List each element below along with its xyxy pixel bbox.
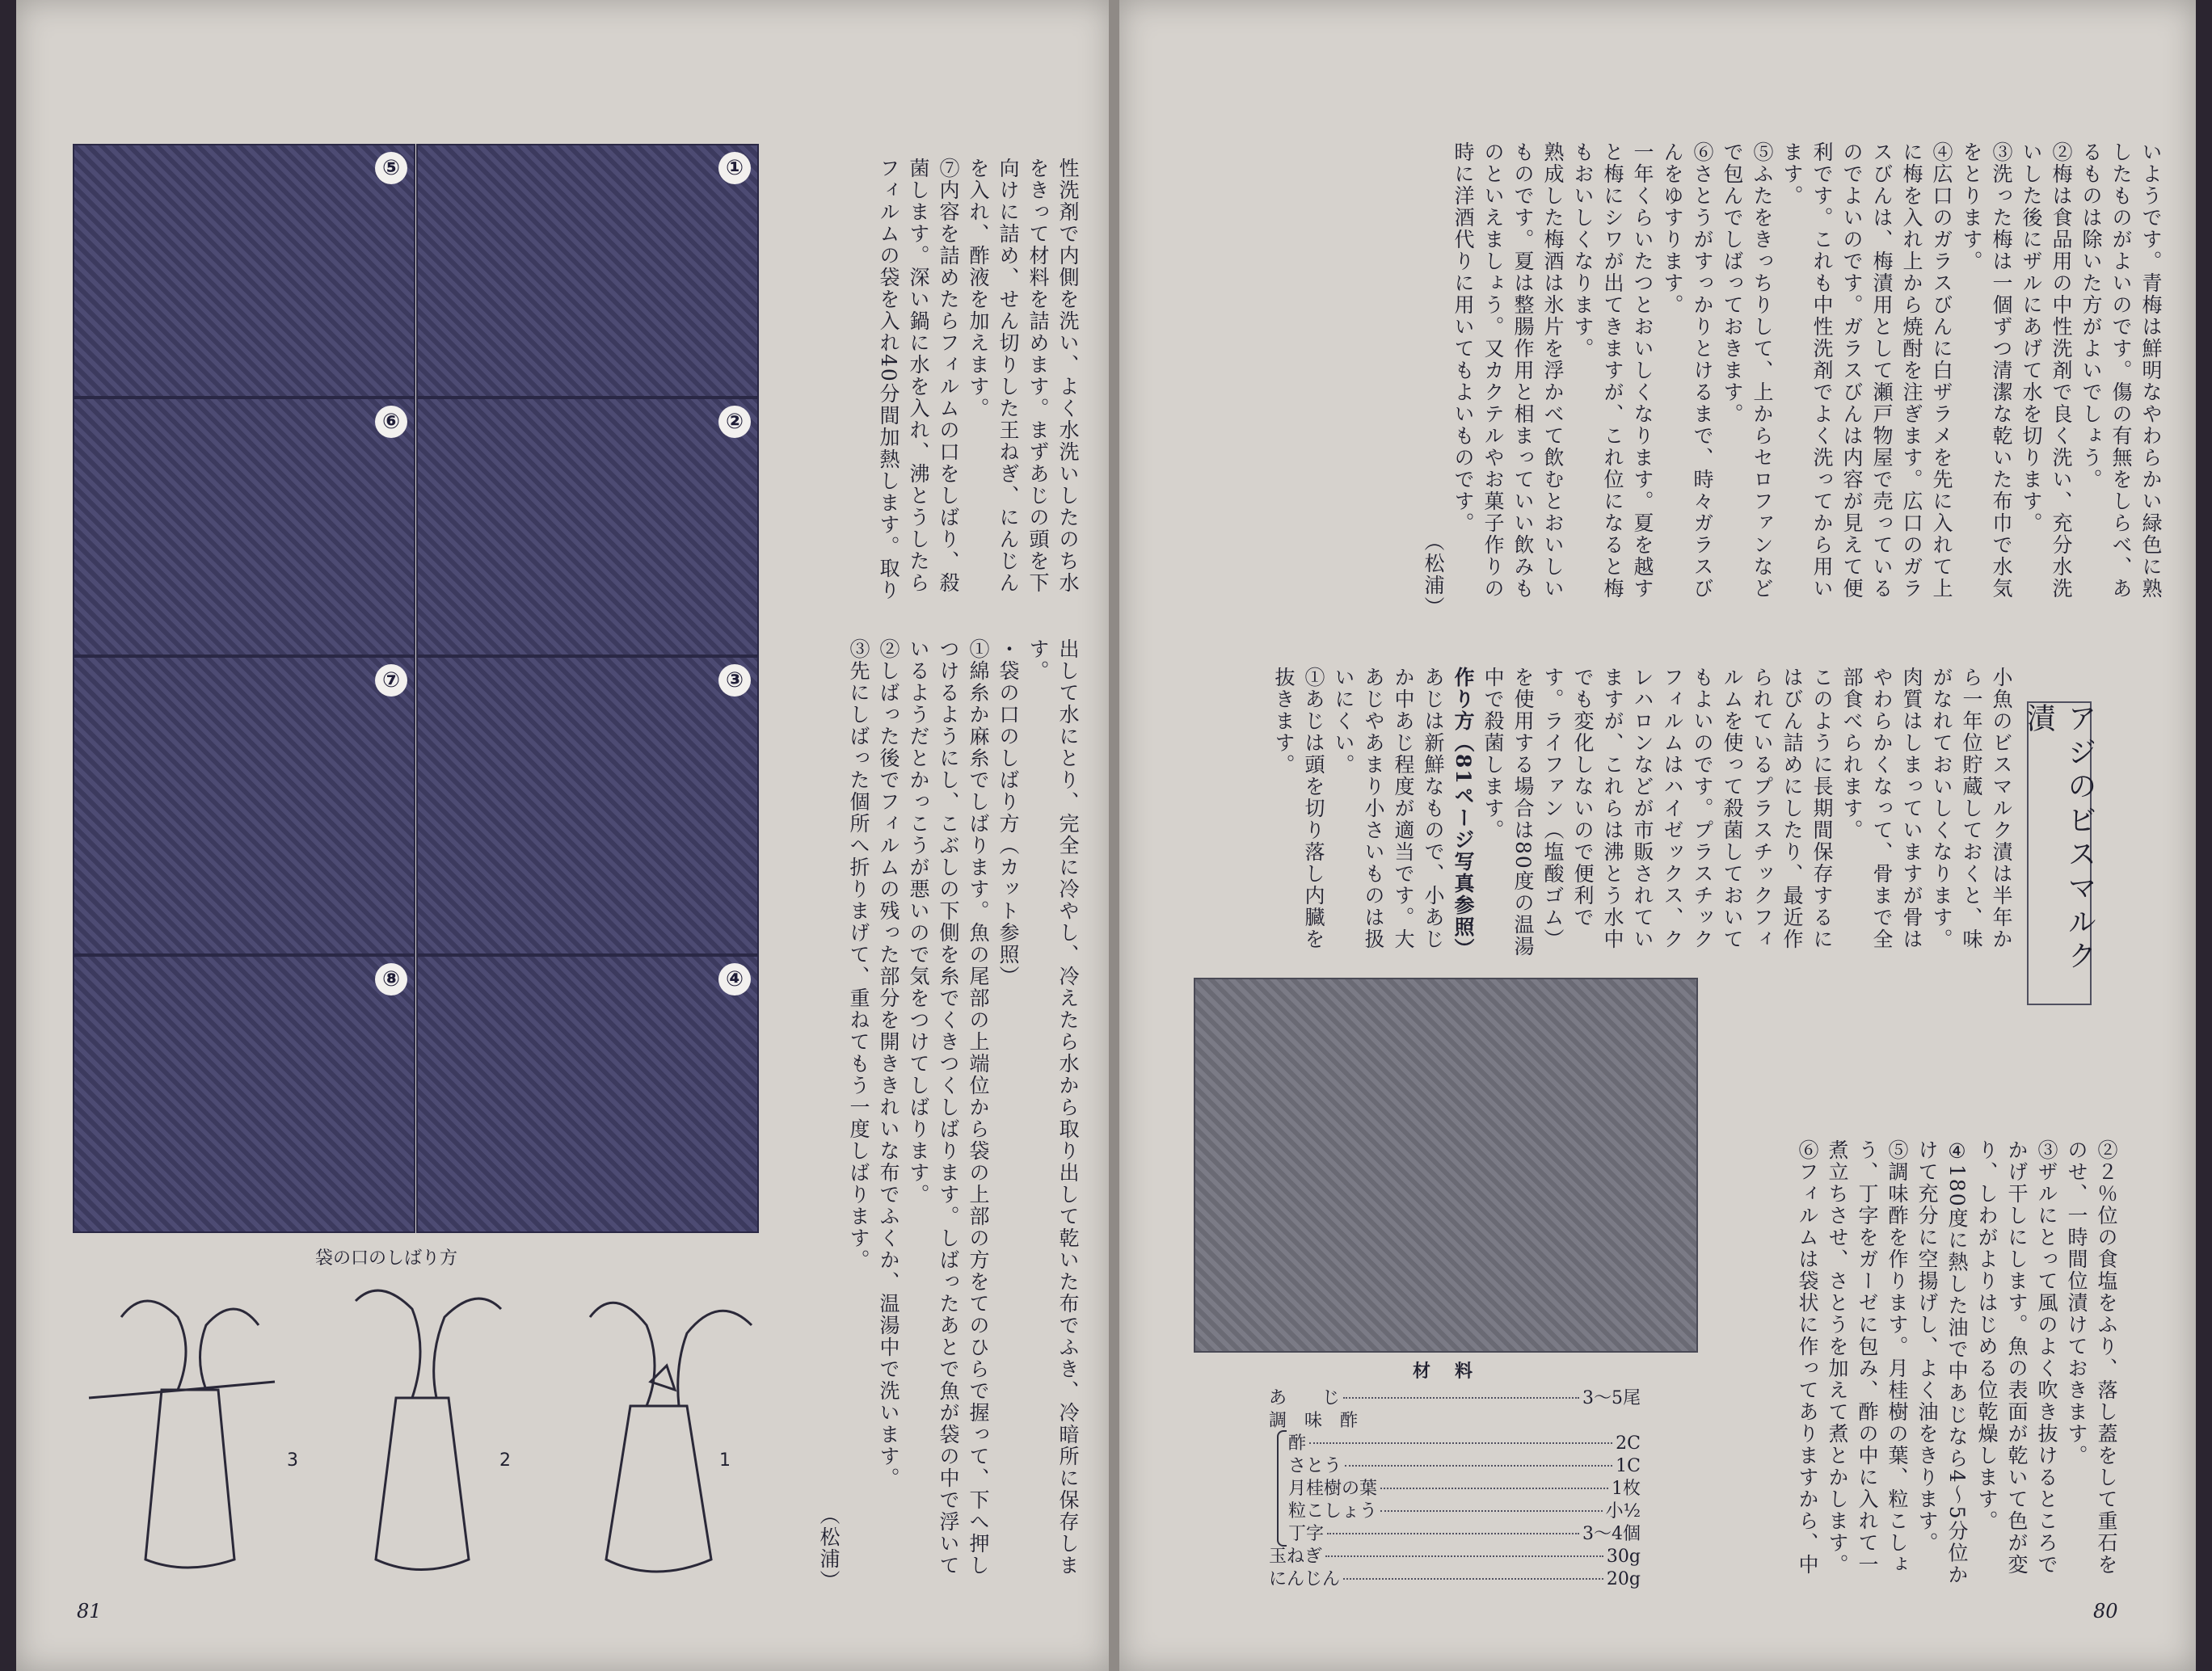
page-number: 81: [77, 1600, 102, 1623]
paragraph: ③洗った梅は一個ずつ清潔な乾いた布巾で水気をとります。: [1960, 141, 2013, 600]
ingredient-row: 丁字 3～4個: [1288, 1524, 1641, 1544]
photo-2: [416, 398, 759, 656]
ingredients-title: 材料: [1412, 1361, 1497, 1382]
paragraph: ③ザルにとって風のよく吹き抜けるところでかげ干しにします。魚の表面が乾いて色が変り、しわがよりはじめる位乾燥します。: [1975, 1139, 2058, 1576]
paragraph: あじは新鮮なもので、小あじか中あじ程度が適当です。大あじやあまり小さいものは扱いにくい。: [1332, 667, 1445, 950]
paragraph: 熟成した梅酒は氷片を浮かべて飲むとおいしいものです。夏は整腸作用と相まっていい飲みものといえましょう。又カクテルやお菓子作りの時に洋酒代りに用いてもよいものです。: [1451, 141, 1565, 600]
ingredient-row: さとう 1C: [1288, 1456, 1641, 1476]
photo-3: [416, 656, 759, 955]
paragraph: ②梅は食品用の中性洗剤で良く洗い、充分水洗いした後にザルにあげて水を切ります。: [2020, 141, 2073, 600]
paragraph: 一年くらいたつとおいしくなります。夏を越すと梅にシワが出てきますが、これ位になると梅もおいしくなります。: [1571, 141, 1654, 600]
paragraph: 小魚のビスマルク漬は半年から一年位貯蔵しておくと、味がなれておいしくなります。肉質はしまっていますが骨はやわらかくなって、骨まで全部食べられます。: [1840, 667, 2013, 950]
photo-8: [73, 955, 415, 1233]
photo-number: ①: [718, 152, 751, 184]
illustration-step-1: 1: [719, 1450, 731, 1471]
author-note: （松浦）: [817, 1505, 841, 1592]
ingredient-row: 酢 2C: [1288, 1433, 1641, 1454]
paragraph: ⑥さとうがすっかりとけるまで、時々ガラスびんをゆすります。: [1661, 141, 1714, 600]
photo-7: [73, 656, 415, 955]
left-lower-text: [772, 638, 1083, 1592]
paragraph: いようです。青梅は鮮明なやわらかい緑色に熟したものがよいのです。傷の有無をしらべ、あるものは除いた方がよいでしょう。: [2079, 141, 2163, 600]
photo-number: ②: [718, 406, 751, 438]
photo-number: ⑥: [375, 406, 407, 438]
photo-1: [416, 144, 759, 398]
paragraph: ⑦内容を詰めたらフィルムの口をしばり、殺菌します。深い鍋に水を入れ、沸とうしたらフィルムの袋を入れ40分間加熱します。取り: [877, 158, 960, 601]
ingredient-row: あ じ 3～5尾: [1269, 1388, 1641, 1408]
ingredient-row: 玉ねぎ 30g: [1269, 1547, 1641, 1567]
paragraph: ④広口のガラスびんに白ザラメを先に入れて上に梅を入れ上から焼酎を注ぎます。広口のガラスびんは、梅漬用として瀬戸物屋で売っているのでよいのです。ガラスびんは内容が見えて便利です。これも中性洗剤でよく洗ってから用います。: [1780, 141, 1953, 600]
left-upper-text: [764, 158, 1083, 610]
paragraph: ・袋の口のしばり方（カット参照）: [996, 638, 1020, 987]
ingredient-row: 月桂樹の葉 1枚: [1288, 1479, 1641, 1499]
right-lower-text: [1717, 1139, 2121, 1592]
paragraph: ⑥フィルムは袋状に作ってありますから、中: [1796, 1139, 1819, 1576]
ingredient-row: 粒こしょう 小½: [1288, 1501, 1641, 1522]
paragraph: ①あじは頭を切り落し内臓を抜きます。: [1272, 667, 1325, 950]
bag-tying-illustration: [73, 1269, 768, 1592]
ingredient-row: にんじん 20g: [1269, 1569, 1641, 1589]
paragraph: 出して水にとり、完全に冷やし、冷えたら水から取り出して乾いた布でふき、冷暗所に保存します。: [1026, 638, 1080, 1576]
bracket: [1277, 1430, 1287, 1547]
author-note: （松浦）: [1422, 531, 1445, 618]
photo-6: [73, 398, 415, 656]
paragraph: ⑤調味酢を作ります。月桂樹の葉、粒こしょう、丁字をガーゼに包み、酢の中に入れて一煮立ちさせ、さとうを加えて煮とかします。: [1826, 1139, 1909, 1576]
right-middle-text: [1216, 667, 2016, 966]
illustration-step-3: 3: [287, 1450, 298, 1471]
paragraph: ⑤ふたをきっちりして、上からセロファンなどで包んでしばっておきます。: [1721, 141, 1774, 600]
photo-5: [73, 144, 415, 398]
photo-number: ③: [718, 664, 751, 697]
recipe-title: アジのビスマルク漬: [2027, 701, 2092, 1005]
photo-number: ⑦: [375, 664, 407, 697]
ingredients-photo: [1194, 978, 1698, 1353]
paragraph: ②２％位の食塩をふり、落し蓋をして重石をのせ、一時間位漬けておきます。: [2065, 1139, 2118, 1576]
paragraph: ③先にしばった個所へ折りまげて、重ねてもう一度しばります。: [847, 638, 870, 1271]
paragraph: ①綿糸か麻糸でしばります。魚の尾部の上端位から袋の上部の方をてのひらで握って、下へ押しつけるようにし、こぶしの下側を糸でくきつくしばります。しばったあとで魚が袋の中で浮いているようだとかっこうが悪いので気をつけてしばります。: [907, 638, 990, 1576]
illustration-caption: 袋の口のしばり方: [315, 1248, 458, 1269]
photo-number: ④: [718, 963, 751, 995]
illustration-step-2: 2: [499, 1450, 511, 1471]
paragraph: ②しばった後でフィルムの残った部分を開ききれいな布でふくか、温湯中で洗います。: [877, 638, 900, 1489]
paragraph: このように長期間保存するにはびん詰めにしたり、最近作られているプラスチックフィルムを使って殺菌しておいてもよいのです。プラスチックフィルムはハイゼックス、クレハロンなどが市販されていますが、これらは沸とう水中でも変化しないので便利です。ライファン（塩酸ゴム）を使用する場合は80度の温湯中で殺菌します。: [1481, 667, 1834, 958]
photo-number: ⑧: [375, 963, 407, 995]
photo-number: ⑤: [375, 152, 407, 184]
paragraph: 性洗剤で内側を洗い、よく水洗いしたのち水をきって材料を詰めます。まずあじの頭を下向けに詰め、せん切りした王ねぎ、にんじんを入れ、酢液を加えます。: [967, 158, 1080, 594]
ingredients-list: [1269, 1357, 1641, 1591]
ingredient-row: 調 味 酢: [1269, 1411, 1359, 1431]
section-heading: 作り方（81ページ写真参照）: [1451, 667, 1475, 960]
left-page: [16, 0, 1111, 1671]
paragraph: ④180度に熱した油で中あじなら4～5分位かけて充分に空揚げし、よく油をきります。: [1915, 1139, 1969, 1586]
photo-4: [416, 955, 759, 1233]
right-upper-text: [1196, 141, 2166, 618]
page-number: 80: [2093, 1600, 2118, 1623]
